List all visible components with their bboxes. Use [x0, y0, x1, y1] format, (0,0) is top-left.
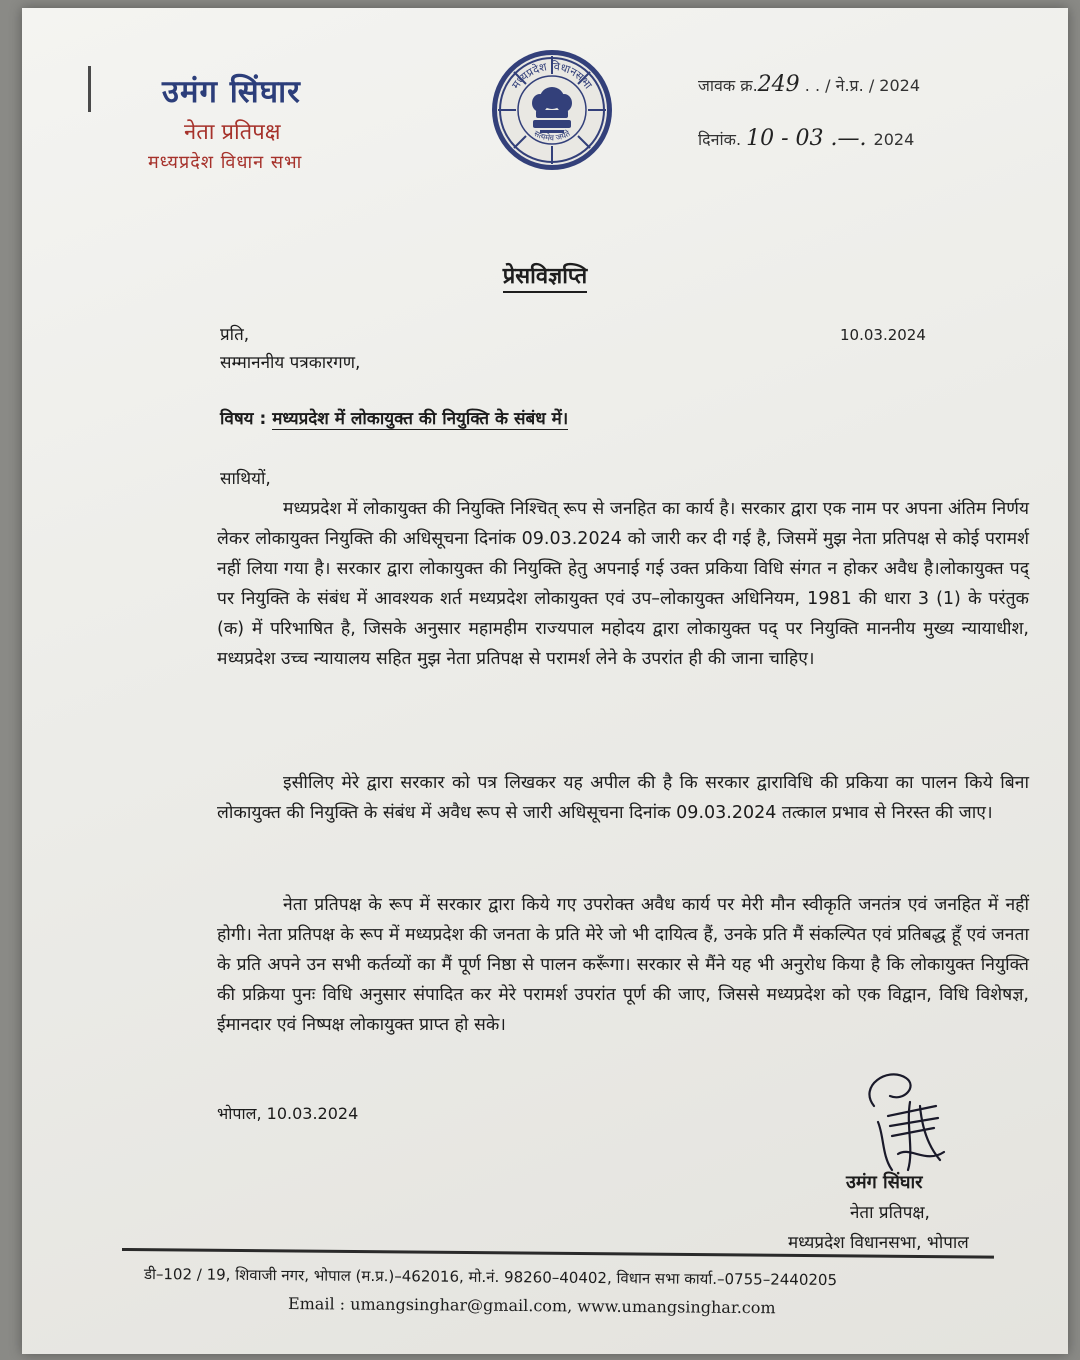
document-title-text: प्रेसविज्ञप्ति: [503, 264, 587, 293]
reference-suffix: . . / ने.प्र. / 2024: [804, 76, 921, 95]
body-paragraph: नेता प्रतिपक्ष के रूप में सरकार द्वारा किये गए उपरोक्त अवैध कार्य पर मेरी मौन स्वीकृति जनतंत्र एवं जनहित में नहीं होगी। नेता प्रतिपक्ष के रूप में मध्यप्रदेश की जनता के प्रति मेरे जो भी दायित्व हैं, उनके प्रति मैं संकल्पित एवं प्रतिबद्ध हूँ एवं जनता के प्रति अपने उन सभी कर्तव्यों का मैं पूर्ण निष्ठा से पालन करूँगा। सरकार से मैंने यह भी अनुरोध किया है कि लोकायुक्त नियुक्ति की प्रक्रिया पुनः विधि अनुसार संपादित कर मेरे परामर्श उपरांत पूर्ण की जाए, जिससे मध्यप्रदेश को एक विद्वान, विधि विशेषज्ञ, ईमानदार एवं निष्पक्ष लोकायुक्त प्राप्त हो सके।: [217, 895, 1029, 1035]
document-title: [22, 260, 1068, 290]
subject-label: विषय :: [220, 409, 267, 429]
seal-bottom-text: सत्यमेव जयते: [532, 128, 572, 143]
letterhead-name: उमंग सिंघार: [162, 74, 301, 110]
handwritten-signature-icon: [848, 1066, 958, 1178]
greeting: साथियों,: [220, 469, 271, 489]
signatory-place: मध्यप्रदेश विधानसभा, भोपाल: [788, 1233, 969, 1253]
footer-address: डी–102 / 19, शिवाजी नगर, भोपाल (म.प्र.)–462016, मो.नं. 98260–40402, विधान सभा कार्या.–0755–2440205: [143, 1265, 838, 1290]
letterhead-role: नेता प्रतिपक्ष: [184, 120, 281, 145]
signatory-name: उमंग सिंघार: [846, 1172, 923, 1193]
addressee: सम्माननीय पत्रकारगण,: [220, 353, 361, 373]
reference-handwritten-number: 249: [757, 72, 800, 97]
reference-label: जावक क्र.: [698, 76, 758, 95]
reference-number: [698, 72, 920, 97]
issue-date-label: दिनांक: [698, 130, 736, 149]
addressee-label: प्रति,: [220, 325, 250, 345]
press-release-page: [22, 8, 1068, 1354]
issue-date-year: 2024: [873, 130, 915, 149]
signatory-role: नेता प्रतिपक्ष,: [850, 1203, 930, 1223]
issue-date-day: 10: [746, 126, 775, 151]
seal-top-text: मध्यप्रदेश विधानसभा: [509, 59, 595, 92]
body-paragraph: मध्यप्रदेश में लोकायुक्त की नियुक्ति निश्चित् रूप से जनहित का कार्य है। सरकार द्वारा एक नाम पर अपना अंतिम निर्णय लेकर लोकायुक्त नियुक्ति की अधिसूचना दिनांक 09.03.2024 को जारी कर दी गई है, जिसमें मुझ नेता प्रतिपक्ष से कोई परामर्श नहीं लिया गया है। सरकार द्वारा लोकायुक्त की नियुक्ति हेतु अपनाई गई उक्त प्रकिया विधि संगत न होकर अवैध है।लोकायुक्त पद् पर नियुक्ति के संबंध में आवश्यक शर्त मध्यप्रदेश लोकायुक्त एवं उप–लोकायुक्त अधिनियम, 1981 की धारा 3 (1) के परंतुक (क) में परिभाषित है, जिसके अनुसार महामहीम राज्यपाल महोदय द्वारा लोकायुक्त पद् पर नियुक्ति माननीय मुख्य न्यायाधीश, मध्यप्रदेश उच्च न्यायालय सहित मुझ नेता प्रतिपक्ष से परामर्श लेने के उपरांत ही की जाना चाहिए।: [217, 499, 1029, 669]
margin-mark: [88, 66, 91, 112]
issue-date-month: 03: [795, 126, 824, 151]
letterhead-assembly: मध्यप्रदेश विधान सभा: [148, 152, 303, 173]
place-and-date: भोपाल, 10.03.2024: [217, 1104, 359, 1123]
footer-contact: Email : umangsinghar@gmail.com, www.umangsinghar.com: [287, 1294, 776, 1318]
issue-date: दिनांक. 10 - 03 .—. 2024: [698, 126, 915, 151]
madhya-pradesh-vidhan-sabha-seal-icon: [490, 48, 614, 172]
subject-text: मध्यप्रदेश में लोकायुक्त की नियुक्ति के संबंध में।: [272, 409, 569, 429]
letter-date: 10.03.2024: [840, 326, 926, 344]
subject-line: [220, 406, 568, 429]
body-paragraph: इसीलिए मेरे द्वारा सरकार को पत्र लिखकर यह अपील की है कि सरकार द्वाराविधि की प्रकिया का पालन किये बिना लोकायुक्त की नियुक्ति के संबंध में अवैध रूप से जारी अधिसूचना दिनांक 09.03.2024 तत्काल प्रभाव से निरस्त की जाए।: [217, 773, 1029, 823]
